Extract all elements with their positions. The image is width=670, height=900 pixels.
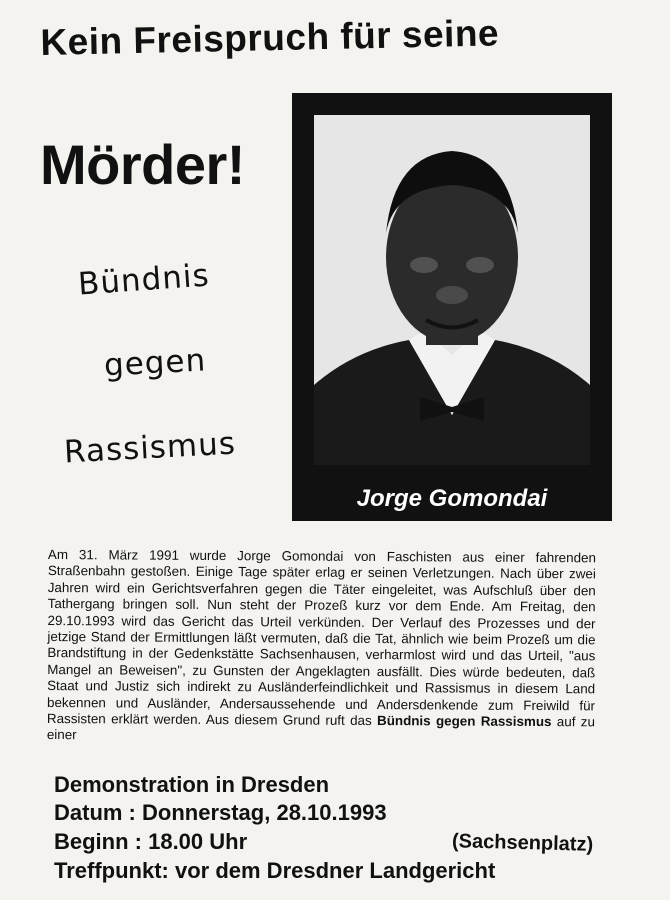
body-main-text: Am 31. März 1991 wurde Jorge Gomondai von Faschisten aus einer fahrenden Straßenbahn gestoßen. Einige Tage später erlag er seinen Verletzungen. Nach über zwei Jahren wird ein Gerichtsverfahren gegen die Täter eingeleitet, was Aufschluß über den Tathergang bringen soll. Nun steht der Prozeß kurz vor dem Ende. Am Freitag, den 29.10.1993 wird das Gericht das Urteil verkünden. Der Verlauf des Prozesses und der jetzige Stand der Ermittlungen läßt vermuten, daß die Tat, ähnlich wie beim Prozeß um die Brandstiftung in der Gedenkstätte Sachsenhausen, verharmlost wird und das Urteil, "aus Mangel an Beweisen", zu Gunsten der Angeklagten ausfällt. Dies würde bedeuten, daß Staat und Justiz sich indirekt zu Ausländerfeindlichkeit und Rassismus in diesem Land bekennen und Ausländer, Andersaussehende und Andersdenkende zum Freiwild für Rassisten erklärt werden. <box>46 547 596 728</box>
organization-line-3: Rassismus <box>63 425 237 471</box>
portrait-photo <box>314 115 590 465</box>
event-place-note: (Sachsenplatz) <box>451 830 594 856</box>
headline-line-1: Kein Freispruch für seine <box>40 12 500 63</box>
event-title: Demonstration in Dresden <box>54 772 330 797</box>
body-closing-organization: Bündnis gegen Rassismus <box>377 713 552 730</box>
organization-line-1: Bündnis <box>76 257 211 303</box>
event-meeting-point: Treffpunkt: vor dem Dresdner Landgericht <box>54 858 496 883</box>
event-date: Datum : Donnerstag, 28.10.1993 <box>54 800 387 825</box>
body-closing-prefix: Aus diesem Grund ruft das <box>205 712 372 729</box>
portrait-caption: Jorge Gomondai <box>356 485 548 512</box>
organization-line-2: gegen <box>103 342 208 384</box>
portrait-illustration <box>314 115 590 465</box>
headline-line-2: Mörder! <box>40 133 245 196</box>
event-start-time: Beginn : 18.00 Uhr <box>54 829 248 854</box>
body-paragraph <box>47 547 596 747</box>
body-closing-suffix: auf zu einer <box>46 714 595 743</box>
portrait-frame <box>292 93 612 521</box>
